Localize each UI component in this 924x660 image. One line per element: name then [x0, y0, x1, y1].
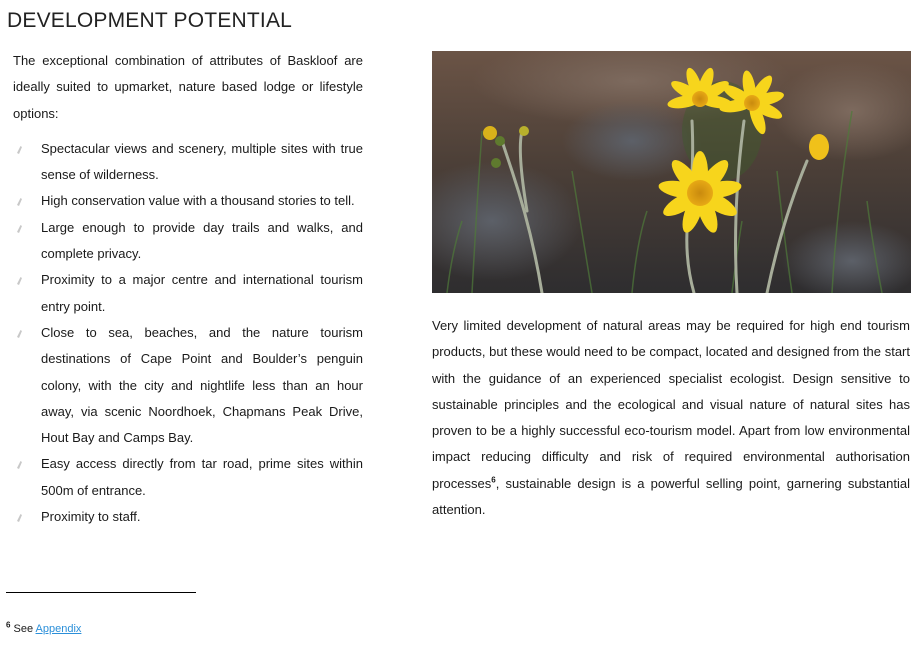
list-item-text: Large enough to provide day trails and walks, and complete privacy. — [41, 219, 363, 262]
pen-nib-bullet-icon — [17, 461, 22, 469]
section-title: DEVELOPMENT POTENTIAL — [7, 9, 293, 32]
list-item-text: Proximity to staff. — [41, 509, 141, 525]
pen-nib-bullet-icon — [17, 225, 22, 233]
paragraph-text-continued: , sustainable design is a powerful selling point, garnering substantial attention. — [432, 475, 910, 518]
list-item — [13, 451, 363, 504]
list-item — [13, 504, 363, 530]
flower-photo — [432, 51, 911, 293]
flower-photo-image — [432, 51, 911, 293]
list-item — [13, 320, 363, 451]
list-item-text: Easy access directly from tar road, prime sites within 500m of entrance. — [41, 456, 363, 498]
footnote — [6, 620, 82, 635]
list-item — [13, 215, 363, 268]
pen-nib-bullet-icon — [17, 330, 22, 338]
footnote-reference[interactable]: 6 — [491, 475, 496, 485]
list-item — [13, 267, 363, 320]
list-item-text: High conservation value with a thousand stories to tell. — [41, 193, 355, 209]
pen-nib-bullet-icon — [17, 198, 22, 206]
list-item — [13, 136, 363, 189]
footnote-number: 6 — [6, 620, 11, 630]
attributes-column — [13, 48, 363, 530]
paragraph-text: Very limited development of natural areas may be required for high end tourism products, but these would need to be compact, located and designed from the start with the guidance of an experienced specialist ecologist. Design sensitive to sustainable principles and the ecological and visual nature of natural sites has proven to be a highly successful eco-tourism model. Apart from low environmental impact reducing difficulty and risk of required environmental authorisation processes — [432, 318, 910, 491]
list-item-text: Spectacular views and scenery, multiple sites with true sense of wilderness. — [41, 140, 363, 183]
pen-nib-bullet-icon — [17, 146, 22, 154]
footnote-text: See — [13, 623, 36, 635]
list-item-text: Close to sea, beaches, and the nature tourism destinations of Cape Point and Boulder’s penguin colony, with the city and nightlife less than an hour away, via scenic Noordhoek, Chapmans Peak Drive, Hout Bay and Camps Bay. — [41, 324, 363, 446]
list-item — [13, 188, 363, 214]
list-item-text: Proximity to a major centre and international tourism entry point. — [41, 272, 363, 314]
pen-nib-bullet-icon — [17, 514, 22, 522]
footnote-separator — [6, 592, 196, 593]
pen-nib-bullet-icon — [17, 277, 22, 285]
intro-paragraph: The exceptional combination of attributes of Baskloof are ideally suited to upmarket, nature based lodge or lifestyle options: — [13, 53, 363, 121]
development-paragraph — [432, 313, 910, 523]
attributes-list — [13, 136, 363, 530]
appendix-link[interactable]: Appendix — [35, 623, 82, 635]
